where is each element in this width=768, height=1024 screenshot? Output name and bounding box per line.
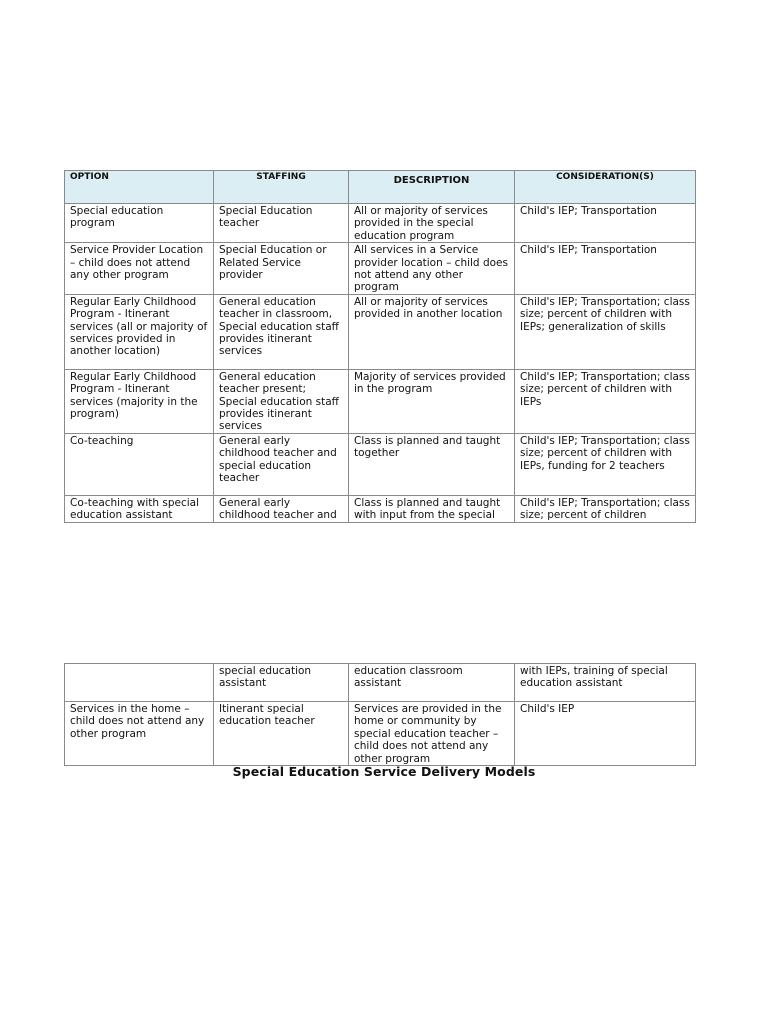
cell-staffing: General education teacher present; Special education staff provides itinerant services: [214, 369, 349, 433]
cell-staffing: General early childhood teacher and special education teacher: [214, 433, 349, 495]
cell-considerations: Child's IEP; Transportation; class size; percent of children with IEPs, funding for 2 teachers: [515, 433, 696, 495]
cell-considerations: Child's IEP; Transportation: [515, 204, 696, 243]
table-row: [65, 369, 696, 433]
cell-description: All services in a Service provider location – child does not attend any other program: [349, 243, 515, 295]
table-row: [65, 433, 696, 495]
table-row: [65, 204, 696, 243]
cell-considerations: Child's IEP; Transportation: [515, 243, 696, 295]
cell-considerations: Child's IEP; Transportation; class size; percent of children: [515, 495, 696, 522]
cell-description: Class is planned and taught together: [349, 433, 515, 495]
cell-considerations: Child's IEP; Transportation; class size; percent of children with IEPs; generalization of skills: [515, 294, 696, 369]
cell-description: education classroom assistant: [349, 664, 515, 702]
service-models-table: [64, 170, 696, 523]
cell-description: Class is planned and taught with input from the special: [349, 495, 515, 522]
cell-description: Majority of services provided in the program: [349, 369, 515, 433]
cell-staffing: Itinerant special education teacher: [214, 702, 349, 766]
header-considerations: CONSIDERATION(S): [515, 171, 696, 204]
cell-option: Co-teaching with special education assistant: [65, 495, 214, 522]
cell-description: All or majority of services provided in the special education program: [349, 204, 515, 243]
table-header-row: [65, 171, 696, 204]
cell-staffing: special education assistant: [214, 664, 349, 702]
cell-option: [65, 664, 214, 702]
cell-considerations: Child's IEP; Transportation; class size; percent of children with IEPs: [515, 369, 696, 433]
header-description: DESCRIPTION: [349, 171, 515, 204]
document-title: Special Education Service Delivery Models: [232, 764, 536, 779]
cell-considerations: Child's IEP: [515, 702, 696, 766]
cell-option: Service Provider Location – child does not attend any other program: [65, 243, 214, 295]
cell-staffing: Special Education or Related Service provider: [214, 243, 349, 295]
table-row: [65, 702, 696, 766]
cell-option: Regular Early Childhood Program - Itinerant services (all or majority of services provided in another location): [65, 294, 214, 369]
cell-option: Special education program: [65, 204, 214, 243]
cell-option: Co-teaching: [65, 433, 214, 495]
cell-considerations: with IEPs, training of special education assistant: [515, 664, 696, 702]
cell-option: Services in the home – child does not attend any other program: [65, 702, 214, 766]
table-row: [65, 664, 696, 702]
cell-option: Regular Early Childhood Program - Itinerant services (majority in the program): [65, 369, 214, 433]
cell-description: All or majority of services provided in another location: [349, 294, 515, 369]
header-option: OPTION: [65, 171, 214, 204]
cell-staffing: General education teacher in classroom, Special education staff provides itinerant services: [214, 294, 349, 369]
table-row: [65, 243, 696, 295]
cell-staffing: General early childhood teacher and: [214, 495, 349, 522]
table-row: [65, 294, 696, 369]
table-row: [65, 495, 696, 522]
cell-description: Services are provided in the home or community by special education teacher – child does not attend any other program: [349, 702, 515, 766]
header-staffing: STAFFING: [214, 171, 349, 204]
service-models-table-continued: [64, 663, 696, 766]
cell-staffing: Special Education teacher: [214, 204, 349, 243]
